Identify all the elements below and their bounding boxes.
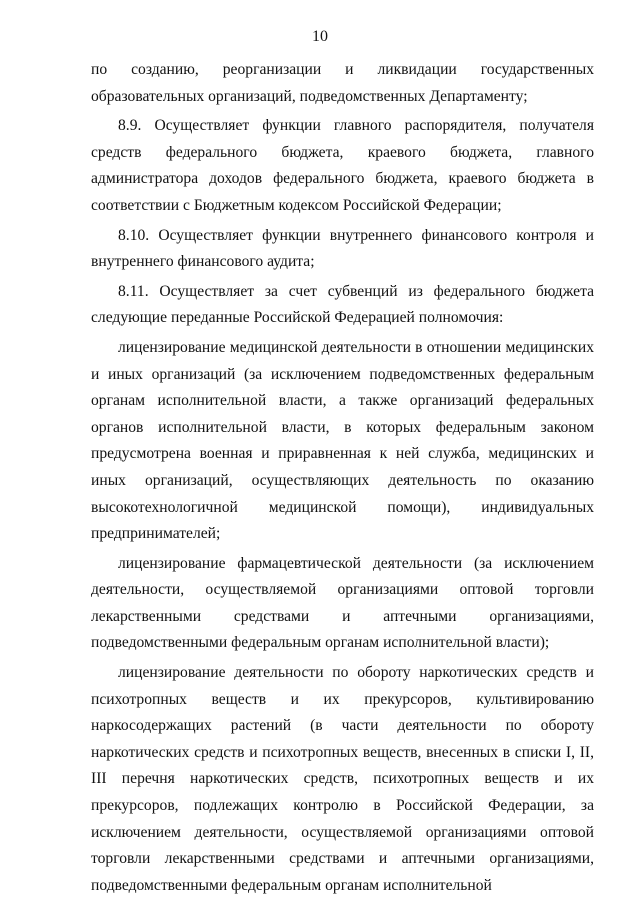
paragraph-pharmaceutical-licensing: лицензирование фармацевтической деятельности (за исключением деятельности, осуществляемой организациями оптовой торговли лекарственными средствами и аптечными организациями, подведомственными федеральным органам исполнительной власти);: [91, 554, 594, 652]
paragraph-8-9: 8.9. Осуществляет функции главного распорядителя, получателя средств федерального бюджета, краевого бюджета, главного администратора доходов федерального бюджета, краевого бюджета в соответствии с Бюджетным кодексом Российской Федерации;: [91, 117, 594, 214]
paragraph-8-11: 8.11. Осуществляет за счет субвенций из федерального бюджета следующие переданные Российской Федерацией полномочия:: [91, 282, 594, 327]
document-body: [91, 57, 594, 899]
paragraph-narcotics-licensing: лицензирование деятельности по обороту наркотических средств и психотропных веществ и их прекурсоров, культивированию наркосодержащих растений (в части деятельности по обороту наркотических средств и психотропных веществ, внесенных в списки I, II, III перечня наркотических средств, психотропных веществ и их прекурсоров, подлежащих контролю в Российской Федерации, за исключением деятельности, осуществляемой организациями оптовой торговли лекарственными средствами и аптечными организациями, подведомственными федеральным органам исполнительной: [91, 664, 594, 894]
paragraph-medical-licensing: лицензирование медицинской деятельности в отношении медицинских и иных организаций (за исключением подведомственных федеральным органам исполнительной власти, а также организаций федеральных органов исполнительной власти, в которых федеральным законом предусмотрена военная и приравненная к ней служба, медицинских и иных организаций, осуществляющих деятельность по оказанию высокотехнологичной медицинской помощи), индивидуальных предпринимателей;: [91, 338, 594, 543]
paragraph-continuation: по созданию, реорганизации и ликвидации государственных образовательных организаций, подведомственных Департаменту;: [91, 61, 594, 105]
page-number: 10: [312, 28, 328, 45]
paragraph-8-10: 8.10. Осуществляет функции внутреннего финансового контроля и внутреннего финансового аудита;: [91, 226, 594, 271]
